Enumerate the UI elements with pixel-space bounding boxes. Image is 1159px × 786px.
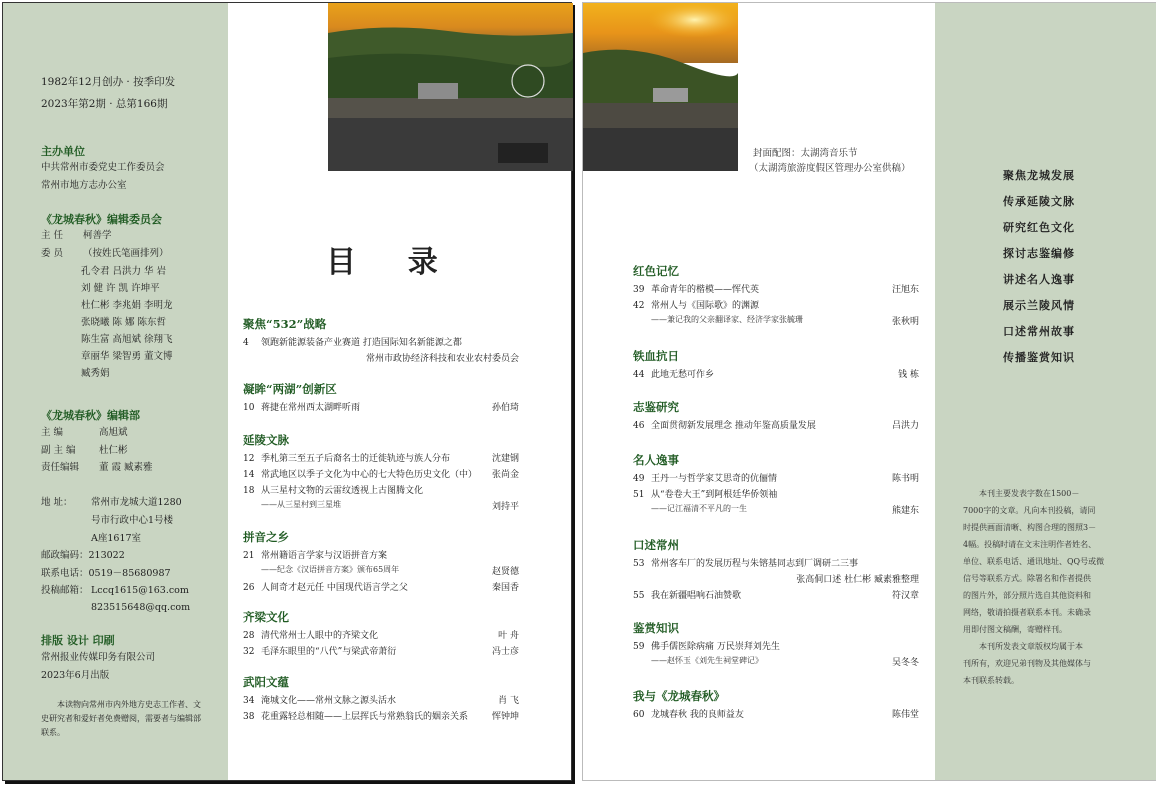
notice-text: 本读物向常州市内外地方史志工作者、文史研究者和爱好者免费赠阅，需要者与编辑部联系。	[41, 700, 201, 737]
toc-entry[interactable]	[243, 580, 408, 593]
entry-title: 龙城春秋 我的良师益友	[651, 710, 744, 720]
addr-line: 号市行政中心1号楼	[91, 515, 174, 526]
tagline: 传承延陵文脉	[1003, 195, 1075, 208]
section-heading: 我与《龙城春秋》	[633, 689, 725, 703]
page-number: 59	[633, 642, 645, 652]
entry-author: 赵贤德	[491, 567, 519, 577]
entry-author: 吴冬冬	[891, 658, 919, 668]
entry-title: 季札第三至五子后裔名士的迁徙轨迹与族人分布	[261, 454, 451, 464]
entry-title: ——兼记我的父亲翻译家、经济学家张毓珊	[651, 315, 803, 324]
entry-author: 张高侗口述 杜仁彬 臧素雅整理	[796, 575, 919, 585]
toc-entry[interactable]	[243, 400, 360, 413]
phone: 联系电话：0519－85680987	[41, 568, 171, 579]
entry-title: 我在新疆唱响石油赞歌	[651, 591, 742, 601]
page-number: 38	[243, 712, 255, 722]
entry-title: 常州客车厂的发展历程与朱镕基同志到厂调研二三事	[651, 559, 859, 569]
toc-entry[interactable]	[243, 628, 378, 641]
section-heading: 拼音之乡	[243, 530, 289, 544]
page-number: 4	[243, 338, 249, 348]
board-heading: 《龙城春秋》编辑委员会	[41, 213, 162, 226]
cover-photo-continued	[583, 3, 738, 171]
notice-line: 用即付图文稿酬，寄赠样刊。	[963, 625, 1067, 634]
entry-author: 叶 舟	[498, 631, 519, 641]
page-number: 26	[243, 583, 255, 593]
toc-entry[interactable]	[633, 503, 747, 514]
resp-names: 董 霞 臧素雅	[99, 462, 153, 473]
entry-title: ——从三星村到三星堆	[261, 500, 341, 509]
page-number: 44	[633, 370, 645, 380]
toc-entry[interactable]	[633, 707, 744, 720]
deputy-name: 杜仁彬	[99, 445, 128, 456]
member-row: 臧秀娟	[81, 368, 110, 379]
toc-entry[interactable]	[633, 556, 858, 569]
page-number: 12	[243, 454, 255, 464]
page-number: 51	[633, 490, 645, 500]
section-heading: 口述常州	[633, 538, 679, 552]
notice-line: 本刊主要发表字数在1500－	[979, 489, 1080, 498]
entry-title: 从“卷卷大王”到阿根廷华侨领袖	[651, 490, 778, 500]
tagline: 研究红色文化	[1003, 221, 1075, 234]
masthead-panel	[3, 3, 228, 780]
entry-title: 毛泽东眼里的“八代”与梁武帝萧衍	[261, 647, 397, 657]
entry-author: 符汉章	[891, 591, 919, 601]
dept-heading: 《龙城春秋》编辑部	[41, 409, 140, 422]
entry-title: ——赵怀玉《刘先生祠堂碑记》	[651, 656, 763, 665]
page-number: 10	[243, 403, 255, 413]
member-row: 张晓曦 陈 娜 陈东哲	[81, 317, 167, 328]
toc-entry[interactable]	[243, 499, 341, 510]
entry-title: 佛手儒医除病痛 万民崇拜刘先生	[651, 642, 780, 652]
toc-entry[interactable]	[243, 451, 450, 464]
addr-label: 地 址：	[41, 497, 73, 508]
tagline: 讲述名人逸事	[1003, 273, 1075, 286]
page-number: 53	[633, 559, 645, 569]
toc-entry[interactable]	[633, 367, 714, 380]
addr-line: A座1617室	[91, 533, 142, 544]
section-heading: 聚焦“532”战略	[243, 317, 327, 331]
section-heading: 名人逸事	[633, 453, 679, 467]
sponsor-heading: 主办单位	[41, 145, 85, 158]
entry-author: 冯士彦	[491, 647, 519, 657]
toc-entry[interactable]	[243, 709, 468, 722]
members-note: （按姓氏笔画排列）	[83, 248, 169, 259]
entry-author: 吕洪力	[891, 421, 919, 431]
toc-entry[interactable]	[633, 639, 780, 652]
tagline: 传播鉴赏知识	[1003, 351, 1075, 364]
director-label: 主 任	[41, 230, 64, 241]
section-heading: 铁血抗日	[633, 349, 679, 363]
page-number: 18	[243, 486, 255, 496]
cover-caption: （太湖湾旅游度假区管理办公室供稿）	[749, 163, 911, 174]
section-heading: 齐梁文化	[243, 610, 289, 624]
notice-line: 单位、联系电话、通讯地址、QQ号或微	[963, 557, 1105, 566]
tagline-panel	[935, 3, 1156, 780]
entry-author: 张尚金	[491, 470, 519, 480]
page-number: 49	[633, 474, 645, 484]
tagline: 探讨志鉴编修	[1003, 247, 1075, 260]
toc-entry[interactable]	[243, 335, 462, 348]
toc-entry[interactable]	[243, 351, 261, 361]
toc-entry[interactable]	[633, 655, 763, 666]
entry-title: 常州人与《国际歌》的渊源	[651, 301, 760, 311]
notice-line: 本刊联系转载。	[963, 676, 1019, 685]
toc-entry[interactable]	[243, 564, 399, 575]
member-row: 杜仁彬 李兆娟 李明龙	[81, 300, 173, 311]
entry-title: ——记江福清不平凡的一生	[651, 504, 747, 513]
section-heading: 延陵文脉	[243, 433, 289, 447]
entry-author: 陈伟堂	[891, 710, 919, 720]
member-row: 刘 健 许 凯 许坤平	[81, 283, 160, 294]
entry-title: 王丹一与哲学家艾思奇的伉俪情	[651, 474, 778, 484]
sponsor-line: 中共常州市委党史工作委员会	[41, 162, 165, 173]
entry-title: 蒋捷在常州西太湖畔听雨	[261, 403, 361, 413]
right-page	[582, 2, 1156, 781]
tagline-list	[1003, 163, 1075, 371]
entry-title: 人间奇才赵元任 中国现代语言学之父	[261, 583, 408, 593]
tagline: 聚焦龙城发展	[1003, 169, 1075, 182]
entry-author: 常州市政协经济科技和农业农村委员会	[365, 354, 519, 364]
entry-title: 领跑新能源装备产业赛道 打造国际知名新能源之都	[261, 338, 462, 348]
entry-title: 清代常州士人眼中的齐梁文化	[261, 631, 379, 641]
toc-entry[interactable]	[243, 693, 396, 706]
issue-line: 2023年第2期 · 总第166期	[41, 98, 168, 110]
print-date: 2023年6月出版	[41, 670, 110, 681]
entry-title: 淹城文化——常州文脉之源头活水	[261, 696, 397, 706]
deputy-label: 副 主 编	[41, 445, 76, 456]
postcode: 邮政编码：213022	[41, 550, 125, 561]
email-link[interactable]: Lccq1615@163.com	[91, 585, 189, 596]
toc-entry[interactable]	[633, 588, 741, 601]
submission-notice	[963, 485, 1104, 689]
tagline: 展示兰陵风情	[1003, 299, 1075, 312]
entry-title: 花重露轻总相随——上层挥氏与常熟翁氏的姻亲关系	[261, 712, 469, 722]
toc-entry[interactable]	[633, 298, 759, 311]
page-number: 14	[243, 470, 255, 480]
chief-name: 高旭斌	[99, 427, 128, 438]
founded-line: 1982年12月创办 · 按季印发	[41, 76, 176, 88]
entry-title: 常武地区以季子文化为中心的七大特色历史文化（中）	[261, 470, 478, 480]
entry-author: 熊建东	[891, 506, 919, 516]
entry-title: 从三星村文物的云雷纹透视上古图腾文化	[261, 486, 424, 496]
print-heading: 排版 设计 印刷	[41, 634, 115, 647]
entry-title: 此地无愁可作乡	[651, 370, 715, 380]
members-label: 委 员	[41, 248, 64, 259]
page-number: 46	[633, 421, 645, 431]
email-label: 投稿邮箱：	[41, 585, 89, 596]
toc-title: 目 录	[326, 245, 440, 280]
toc-entry[interactable]	[633, 418, 816, 431]
notice-line: 的图片外，部分照片选自其他资料和	[963, 591, 1091, 600]
notice-line: 4幅。投稿时请在文末注明作者姓名、	[963, 540, 1097, 549]
toc-entry[interactable]	[243, 483, 423, 496]
page-number: 21	[243, 551, 255, 561]
notice-line: 刊所有，欢迎兄弟刊物及其他媒体与	[963, 659, 1091, 668]
addr-line: 常州市龙城大道1280	[91, 497, 182, 508]
toc-entry[interactable]	[633, 572, 651, 582]
cover-caption: 封面配图：太湖湾音乐节	[753, 148, 858, 159]
notice-line: 本刊所发表文章版权均属于本	[979, 642, 1083, 651]
toc-entry[interactable]	[633, 314, 803, 325]
page-number: 55	[633, 591, 645, 601]
entry-author: 汪旭东	[891, 285, 919, 295]
page-number: 39	[633, 285, 645, 295]
entry-author: 孙伯琦	[491, 403, 519, 413]
section-heading: 鉴赏知识	[633, 621, 679, 635]
toc-entry[interactable]	[633, 282, 759, 295]
entry-title: ——纪念《汉语拼音方案》颁布65周年	[261, 565, 400, 574]
member-row: 孔令君 吕洪力 华 岩	[81, 266, 167, 277]
section-heading: 红色记忆	[633, 264, 679, 278]
section-heading: 志鉴研究	[633, 400, 679, 414]
section-heading: 武阳文蕴	[243, 675, 289, 689]
page-number: 28	[243, 631, 255, 641]
director-name: 柯善学	[83, 230, 112, 241]
tagline: 口述常州故事	[1003, 325, 1075, 338]
entry-title: 常州籍语言学家与汉语拼音方案	[261, 551, 388, 561]
section-heading: 凝眸“两湖”创新区	[243, 382, 337, 396]
sponsor-line: 常州市地方志办公室	[41, 180, 127, 191]
entry-author: 陈书明	[891, 474, 919, 484]
page-number: 42	[633, 301, 645, 311]
entry-author: 刘持平	[491, 502, 519, 512]
notice-line: 7000字的文章。凡向本刊投稿，请同	[963, 506, 1096, 515]
entry-author: 恽钟坤	[491, 712, 519, 722]
resp-label: 责任编辑	[41, 462, 80, 473]
entry-author: 秦国香	[491, 583, 519, 593]
entry-author: 钱 栋	[898, 370, 919, 380]
entry-author: 沈建钢	[491, 454, 519, 464]
email-link[interactable]: 823515648@qq.com	[91, 602, 191, 613]
entry-title: 全面贯彻新发展理念 推动年鉴高质量发展	[651, 421, 816, 431]
page-number: 34	[243, 696, 255, 706]
left-page	[2, 2, 572, 781]
toc-entry[interactable]	[633, 487, 777, 500]
toc-entry[interactable]	[243, 548, 387, 561]
member-row: 陈生富 高旭斌 徐翔飞	[81, 334, 173, 345]
toc-entry[interactable]	[243, 644, 396, 657]
toc-entry[interactable]	[633, 471, 777, 484]
toc-entry[interactable]	[243, 467, 477, 480]
notice-line: 网络，敬请拍摄者联系本刊。未确录	[963, 608, 1091, 617]
chief-label: 主 编	[41, 427, 64, 438]
printer: 常州报业传媒印务有限公司	[41, 652, 156, 663]
page-number: 60	[633, 710, 645, 720]
member-row: 章丽华 梁智勇 董文博	[81, 351, 173, 362]
entry-author: 张秋明	[891, 317, 919, 327]
cover-photo	[328, 3, 573, 171]
notice-line: 信号等联系方式。除署名和作者提供	[963, 574, 1091, 583]
page-number: 32	[243, 647, 255, 657]
entry-author: 肖 飞	[498, 696, 519, 706]
notice-line: 时提供画面清晰、构图合理的图照3－	[963, 523, 1097, 532]
entry-title: 革命青年的楷模——恽代英	[651, 285, 760, 295]
